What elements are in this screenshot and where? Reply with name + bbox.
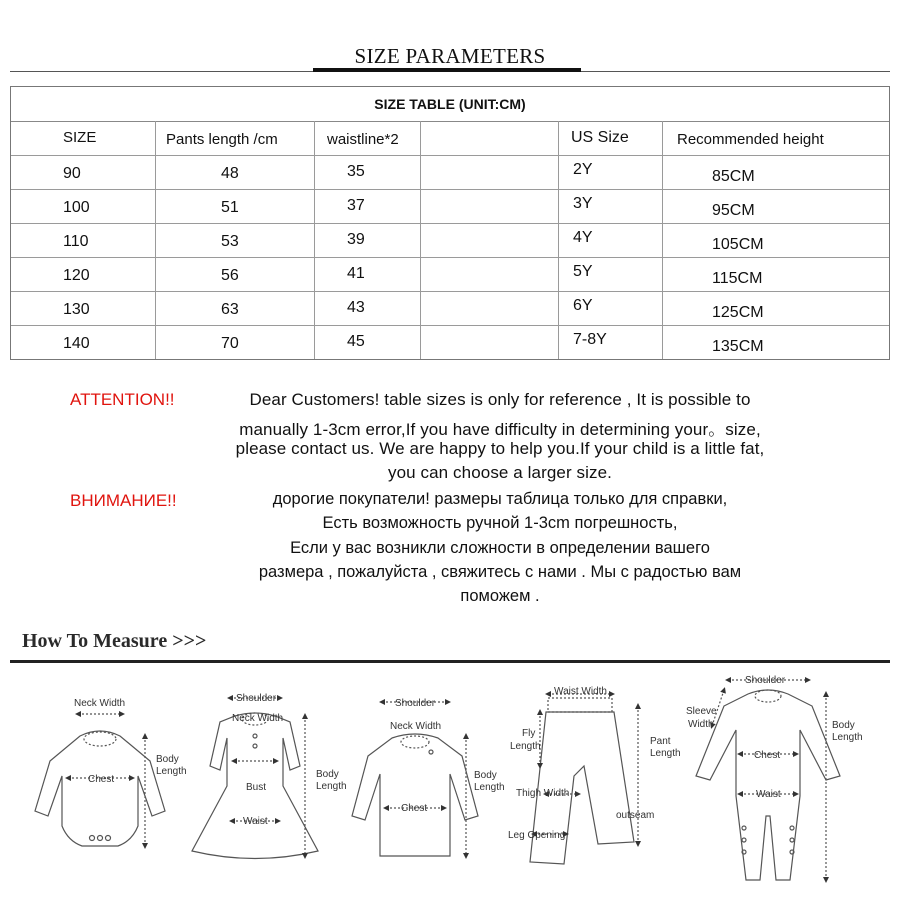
how-to-measure-title: How To Measure >>> xyxy=(22,630,207,652)
us-size-cell: 2Y xyxy=(573,161,593,178)
attention-label: ATTENTION!! xyxy=(70,390,175,409)
header-accent-bar xyxy=(313,68,581,72)
column-header: Pants length /cm xyxy=(166,131,278,148)
size-table xyxy=(10,86,890,360)
recommended-height-cell: 95CM xyxy=(712,202,755,219)
column-header: Recommended height xyxy=(677,131,824,148)
attention-text-line: Dear Customers! table sizes is only for reference , It is possible to xyxy=(249,390,751,409)
figure-label: Length xyxy=(156,766,187,777)
recommended-height-cell: 115CM xyxy=(712,270,763,287)
column-header: SIZE xyxy=(63,129,97,146)
figure-label: Length xyxy=(510,741,541,752)
figure-label: Chest xyxy=(401,803,428,814)
figure-label: Neck Width xyxy=(390,721,442,732)
table-row xyxy=(11,189,889,224)
recommended-height-cell: 135CM xyxy=(712,338,764,355)
figure-label: Chest xyxy=(754,750,781,761)
figure-label: Body xyxy=(156,754,179,765)
figure-label: outseam xyxy=(616,810,655,821)
how-to-measure-divider xyxy=(10,660,890,663)
figure-label: Body xyxy=(316,769,339,780)
column-header: waistline*2 xyxy=(327,131,399,148)
size-cell: 120 xyxy=(63,267,90,284)
pants-length-cell: 56 xyxy=(221,267,239,284)
us-size-cell: 5Y xyxy=(573,263,593,280)
figure-label: Bust xyxy=(246,782,267,793)
pants-length-cell: 53 xyxy=(221,233,239,250)
figure-label: Length xyxy=(474,782,505,793)
waistline-cell: 39 xyxy=(347,231,365,248)
table-caption: SIZE TABLE (UNIT:CM) xyxy=(11,87,889,122)
size-cell: 100 xyxy=(63,199,90,216)
figure-label: Waist xyxy=(243,816,268,827)
table-row xyxy=(11,155,889,190)
waistline-cell: 43 xyxy=(347,299,365,316)
figure-label: Body xyxy=(474,770,497,781)
figure-label: Waist xyxy=(756,789,781,800)
figure-label: Shoulder xyxy=(395,698,436,709)
size-cell: 110 xyxy=(63,233,89,250)
figure-label: Length xyxy=(650,748,681,759)
size-cell: 90 xyxy=(63,165,81,182)
table-header-row xyxy=(11,121,889,156)
figure-label: Shoulder xyxy=(236,693,277,704)
attention-ru-text-line: размера , пожалуйста , свяжитесь с нами . Мы с радостью вам xyxy=(258,563,742,581)
us-size-cell: 7-8Y xyxy=(573,331,607,348)
us-size-cell: 6Y xyxy=(573,297,593,314)
size-cell: 130 xyxy=(63,301,90,318)
figure-label: Length xyxy=(316,781,347,792)
table-row xyxy=(11,291,889,326)
attention-label-ru: ВНИМАНИЕ!! xyxy=(70,491,177,510)
us-size-cell: 4Y xyxy=(573,229,593,246)
figure-label: Neck Width xyxy=(74,698,126,709)
attention-ru-text-line: поможем . xyxy=(460,587,540,605)
waistline-cell: 41 xyxy=(347,265,365,282)
recommended-height-cell: 125CM xyxy=(712,304,764,321)
pants-length-cell: 51 xyxy=(221,199,239,216)
figure-label: Neck Width xyxy=(232,713,284,724)
figure-label: Shoulder xyxy=(745,675,786,686)
waistline-cell: 37 xyxy=(347,197,365,214)
column-header: US Size xyxy=(571,129,629,146)
attention-text-line: please contact us. We are happy to help you.If your child is a little fat, xyxy=(235,439,765,458)
pants-length-cell: 48 xyxy=(221,165,239,182)
attention-text-line: manually 1-3cm error,If you have difficulty in determining your。size, xyxy=(239,420,761,439)
pants-length-cell: 70 xyxy=(221,335,239,352)
attention-ru-text-line: Есть возможность ручной 1-3cm погрешность, xyxy=(322,514,678,532)
table-row xyxy=(11,223,889,258)
figure-label: Waist Width xyxy=(554,686,607,697)
attention-ru-text-line: Если у вас возникли сложности в определении вашего xyxy=(290,539,710,557)
figure-label: Sleeve xyxy=(686,706,717,717)
recommended-height-cell: 105CM xyxy=(712,236,764,253)
size-cell: 140 xyxy=(63,335,90,352)
us-size-cell: 3Y xyxy=(573,195,593,212)
figure-label: Fly xyxy=(522,728,536,739)
attention-ru-text-line: дорогие покупатели! размеры таблица только для справки, xyxy=(272,490,728,508)
waistline-cell: 35 xyxy=(347,163,365,180)
pants-length-cell: 63 xyxy=(221,301,239,318)
page-title: SIZE PARAMETERS xyxy=(354,44,546,68)
table-row xyxy=(11,257,889,292)
figure-label: Thigh Width xyxy=(516,788,570,799)
waistline-cell: 45 xyxy=(347,333,365,350)
figure-label: Width xyxy=(688,719,714,730)
measurement-diagrams xyxy=(0,666,900,900)
figure-label: Leg Opening xyxy=(508,830,566,841)
figure-label: Chest xyxy=(88,774,115,785)
figure-label: Pant xyxy=(650,736,671,747)
table-row xyxy=(11,325,889,359)
figure-label: Body xyxy=(832,720,855,731)
attention-text-line: you can choose a larger size. xyxy=(387,463,613,482)
romper-icon xyxy=(696,680,840,880)
recommended-height-cell: 85CM xyxy=(712,168,755,185)
figure-label: Length xyxy=(832,732,863,743)
